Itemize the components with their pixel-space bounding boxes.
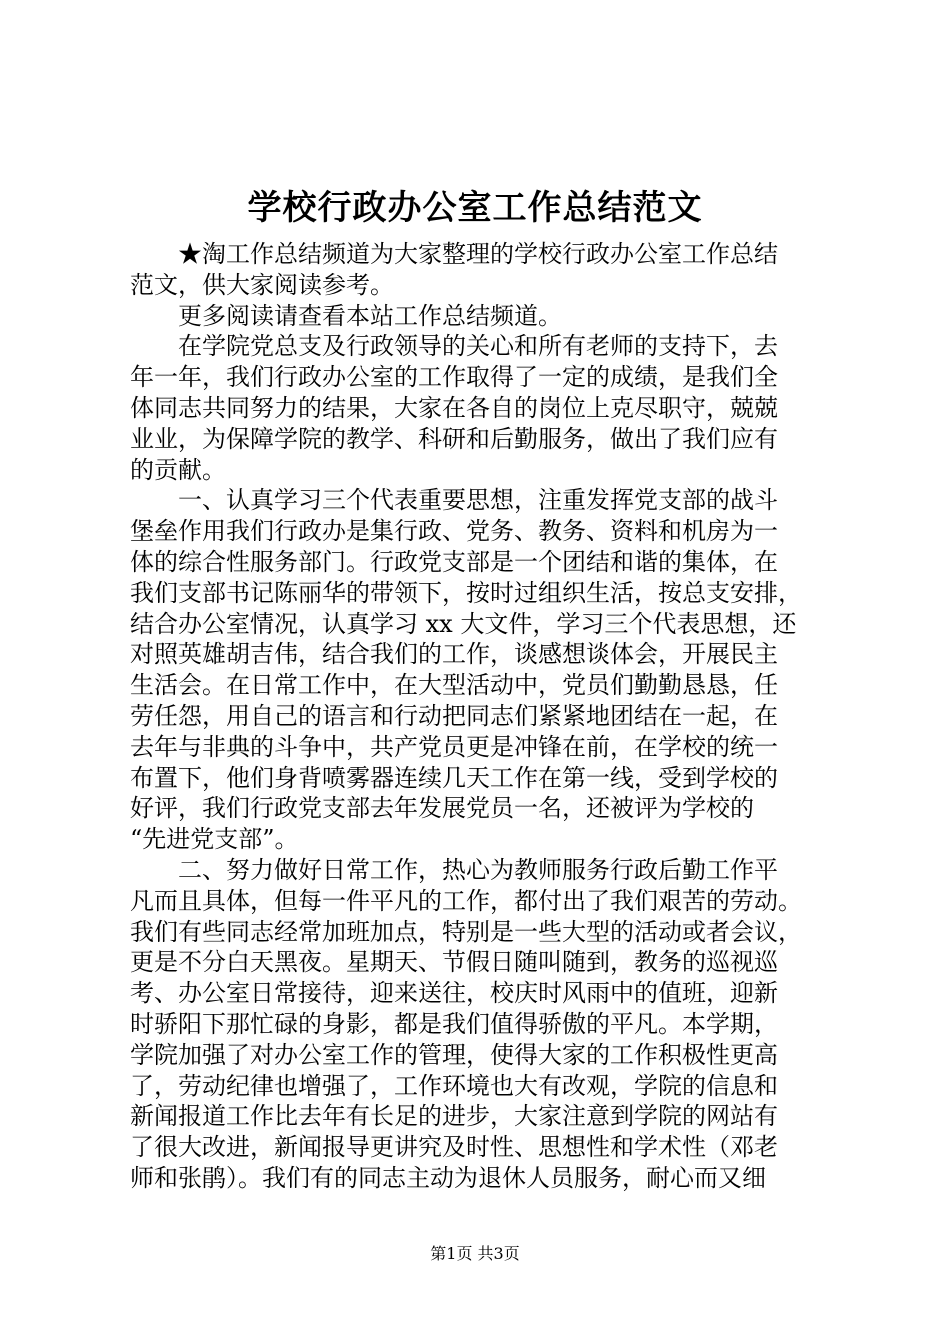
text-line: 考、办公室日常接待，迎来送往，校庆时风雨中的值班，迎新 [130, 979, 778, 1008]
text-line: 我们有些同志经常加班加点，特别是一些大型的活动或者会议， [130, 917, 802, 946]
text-line: 时骄阳下那忙碌的身影，都是我们值得骄傲的平凡。本学期， [130, 1009, 778, 1038]
text-line: 结合办公室情况，认真学习 xx 大文件，学习三个代表思想，还 [130, 609, 797, 638]
text-line: 师和张鹃）。我们有的同志主动为退休人员服务，耐心而又细 [130, 1163, 766, 1192]
text-line: 劳任怨，用自己的语言和行动把同志们紧紧地团结在一起，在 [130, 701, 778, 730]
text-line: 学院加强了对办公室工作的管理，使得大家的工作积极性更高 [130, 1040, 778, 1069]
text-line: “先进党支部”。 [130, 825, 299, 854]
text-line: 的贡献。 [130, 455, 226, 484]
text-line: 业业，为保障学院的教学、科研和后勤服务，做出了我们应有 [130, 424, 778, 453]
text-line: 布置下，他们身背喷雾器连续几天工作在第一线，受到学校的 [130, 763, 778, 792]
document-body [130, 239, 830, 1194]
text-line: 更是不分白天黑夜。星期天、节假日随叫随到，教务的巡视巡 [130, 948, 778, 977]
text-line: 对照英雄胡吉伟，结合我们的工作，谈感想谈体会，开展民主 [130, 640, 778, 669]
text-line: 了很大改进，新闻报导更讲究及时性、思想性和学术性（邓老 [130, 1133, 778, 1162]
text-line: 我们支部书记陈丽华的带领下，按时过组织生活，按总支安排， [130, 578, 802, 607]
text-line: 堡垒作用我们行政办是集行政、党务、教务、资料和机房为一 [130, 517, 778, 546]
page-number-footer: 第1页 共3页 [430, 1244, 520, 1263]
text-line: 范文，供大家阅读参考。 [130, 270, 394, 299]
document-title: 学校行政办公室工作总结范文 [247, 188, 703, 228]
text-line: 更多阅读请查看本站工作总结频道。 [178, 301, 562, 330]
text-line: 体同志共同努力的结果，大家在各自的岗位上克尽职守，兢兢 [130, 393, 778, 422]
text-line: 新闻报道工作比去年有长足的进步，大家注意到学院的网站有 [130, 1102, 778, 1131]
text-line: 生活会。在日常工作中，在大型活动中，党员们勤勤恳恳，任 [130, 671, 778, 700]
text-line: 去年与非典的斗争中，共产党员更是冲锋在前，在学校的统一 [130, 732, 778, 761]
text-line: ★淘工作总结频道为大家整理的学校行政办公室工作总结 [178, 240, 778, 268]
text-line: 一、认真学习三个代表重要思想，注重发挥党支部的战斗 [178, 486, 778, 515]
text-line: 体的综合性服务部门。行政党支部是一个团结和谐的集体，在 [130, 547, 778, 576]
text-line: 二、努力做好日常工作，热心为教师服务行政后勤工作平 [178, 855, 778, 884]
text-line: 了，劳动纪律也增强了，工作环境也大有改观，学院的信息和 [130, 1071, 778, 1100]
text-line: 年一年，我们行政办公室的工作取得了一定的成绩，是我们全 [130, 363, 778, 392]
text-line: 在学院党总支及行政领导的关心和所有老师的支持下，去 [178, 332, 778, 361]
text-line: 凡而且具体，但每一件平凡的工作，都付出了我们艰苦的劳动。 [130, 886, 802, 915]
text-line: 好评，我们行政党支部去年发展党员一名，还被评为学校的 [130, 794, 754, 823]
